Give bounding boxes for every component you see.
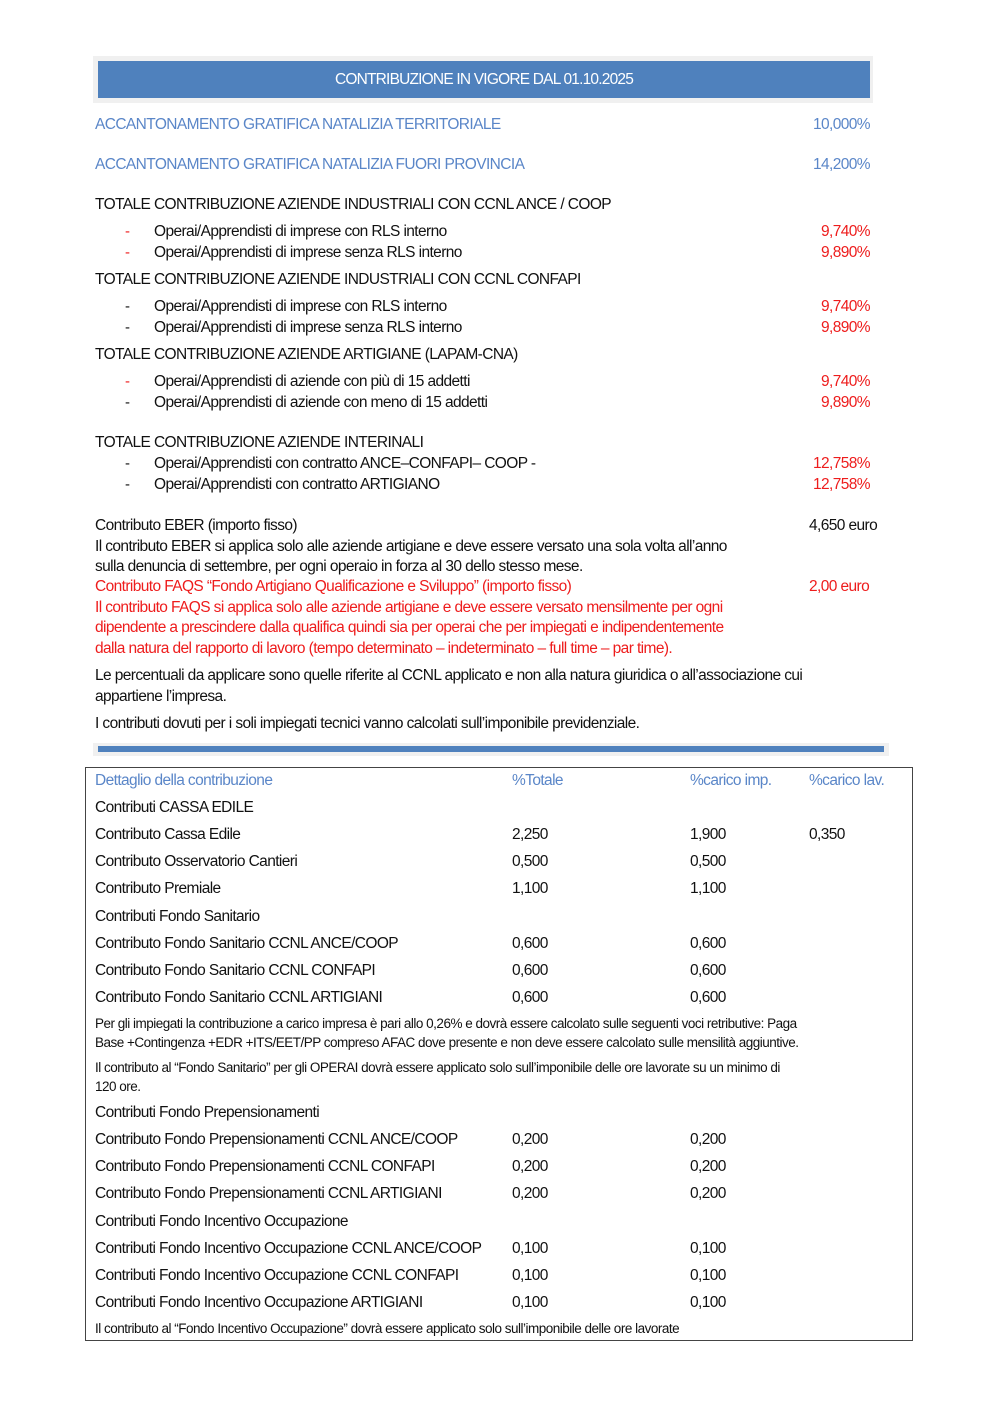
table-cell-totale: 0,100 [512,1267,548,1284]
percentuali-note-line: appartiene l’impresa. [95,688,227,705]
accantonamento-fuori-provincia-value: 14,200% [813,156,870,173]
table-note-line: 120 ore. [95,1079,141,1094]
table-header-carico-lav: %carico lav. [809,772,885,789]
table-group-header: Contributi Fondo Sanitario [95,908,260,925]
table-cell-label: Contributo Premiale [95,880,221,897]
accantonamento-territoriale-label: ACCANTONAMENTO GRATIFICA NATALIZIA TERRITORIALE [95,116,501,133]
header-bar [98,61,870,98]
table-note-line: Il contributo al “Fondo Sanitario” per gli OPERAI dovrà essere applicato solo sull’imponibile delle ore lavorate su un minimo di [95,1060,780,1075]
table-cell-carico-imp: 0,200 [690,1185,726,1202]
percentuali-note-line: Le percentuali da applicare sono quelle riferite al CCNL applicato e non alla natura giuridica o all’associazione cui [95,667,803,684]
section-item-label: Operai/Apprendisti con contratto ANCE–CONFAPI– COOP - [154,455,536,472]
section-item-value: 9,890% [821,319,870,336]
bullet-dash: - [125,394,130,411]
page-title: CONTRIBUZIONE IN VIGORE DAL 01.10.2025 [334,70,634,88]
section-item-value: 9,890% [821,394,870,411]
table-cell-carico-imp: 0,600 [690,935,726,952]
table-cell-carico-imp: 0,100 [690,1267,726,1284]
table-cell-label: Contributi Fondo Incentivo Occupazione CCNL ANCE/COOP [95,1240,482,1257]
section-title: TOTALE CONTRIBUZIONE AZIENDE INTERINALI [95,434,424,451]
table-cell-totale: 0,600 [512,935,548,952]
section-title: TOTALE CONTRIBUZIONE AZIENDE ARTIGIANE (LAPAM-CNA) [95,346,518,363]
table-cell-carico-imp: 0,200 [690,1158,726,1175]
table-cell-carico-imp: 0,600 [690,989,726,1006]
table-note-line: Per gli impiegati la contribuzione a carico impresa è pari allo 0,26% e dovrà essere calcolato sulle seguenti voci retributive: Paga [95,1016,797,1031]
table-cell-totale: 0,100 [512,1240,548,1257]
table-cell-label: Contributo Fondo Sanitario CCNL CONFAPI [95,962,376,979]
table-cell-totale: 0,500 [512,853,548,870]
table-cell-totale: 0,600 [512,962,548,979]
section-item-value: 9,740% [821,298,870,315]
table-cell-carico-imp: 0,500 [690,853,726,870]
faqs-note-line: dalla natura del rapporto di lavoro (tempo determinato – indeterminato – full time – par time). [95,640,673,657]
table-cell-label: Contributo Cassa Edile [95,826,241,843]
table-cell-label: Contributo Osservatorio Cantieri [95,853,298,870]
eber-label: Contributo EBER (importo fisso) [95,517,297,534]
section-item-value: 9,740% [821,373,870,390]
table-cell-label: Contributo Fondo Prepensionamenti CCNL ANCE/COOP [95,1131,458,1148]
section-divider [98,746,884,752]
table-cell-label: Contributi Fondo Incentivo Occupazione CCNL CONFAPI [95,1267,459,1284]
table-group-header: Contributi Fondo Incentivo Occupazione [95,1213,348,1230]
table-cell-carico-imp: 0,100 [690,1294,726,1311]
table-cell-totale: 0,100 [512,1294,548,1311]
section-item-value: 9,890% [821,244,870,261]
table-header-totale: %Totale [512,772,563,789]
table-cell-carico-imp: 1,900 [690,826,726,843]
section-item-value: 9,740% [821,223,870,240]
bullet-dash: - [125,476,130,493]
table-cell-label: Contributo Fondo Prepensionamenti CCNL CONFAPI [95,1158,435,1175]
bullet-dash: - [125,319,130,336]
section-item-label: Operai/Apprendisti con contratto ARTIGIANO [154,476,440,493]
section-item-label: Operai/Apprendisti di imprese senza RLS interno [154,319,462,336]
table-cell-totale: 0,200 [512,1158,548,1175]
table-header-carico-imp: %carico imp. [690,772,772,789]
bullet-dash: - [125,455,130,472]
table-cell-totale: 0,600 [512,989,548,1006]
impiegati-tecnici-note: I contributi dovuti per i soli impiegati tecnici vanno calcolati sull’imponibile previdenziale. [95,715,640,732]
section-item-label: Operai/Apprendisti di aziende con più di 15 addetti [154,373,470,390]
table-note-line: Base +Contingenza +EDR +ITS/EET/PP compreso AFAC dove presente e non deve essere calcolato sulle mensilità aggiuntive. [95,1035,799,1050]
table-cell-carico-imp: 0,200 [690,1131,726,1148]
section-item-label: Operai/Apprendisti di imprese senza RLS interno [154,244,462,261]
table-cell-label: Contributo Fondo Sanitario CCNL ARTIGIANI [95,989,383,1006]
table-cell-totale: 0,200 [512,1131,548,1148]
eber-note-line: sulla denuncia di settembre, per ogni operaio in forza al 30 dello stesso mese. [95,558,583,575]
table-cell-label: Contributo Fondo Prepensionamenti CCNL ARTIGIANI [95,1185,442,1202]
faqs-label: Contributo FAQS “Fondo Artigiano Qualificazione e Sviluppo” (importo fisso) [95,578,572,595]
accantonamento-territoriale-value: 10,000% [813,116,870,133]
section-title: TOTALE CONTRIBUZIONE AZIENDE INDUSTRIALI CON CCNL CONFAPI [95,271,581,288]
bullet-dash: - [125,223,130,240]
eber-value: 4,650 euro [809,517,878,534]
table-cell-totale: 1,100 [512,880,548,897]
section-item-label: Operai/Apprendisti di imprese con RLS interno [154,223,447,240]
table-cell-carico-imp: 1,100 [690,880,726,897]
section-title: TOTALE CONTRIBUZIONE AZIENDE INDUSTRIALI CON CCNL ANCE / COOP [95,196,612,213]
table-group-header: Contributi CASSA EDILE [95,799,254,816]
accantonamento-fuori-provincia-label: ACCANTONAMENTO GRATIFICA NATALIZIA FUORI PROVINCIA [95,156,525,173]
section-item-label: Operai/Apprendisti di aziende con meno di 15 addetti [154,394,488,411]
table-cell-totale: 0,200 [512,1185,548,1202]
faqs-note-line: dipendente a prescindere dalla qualifica quindi sia per operai che per impiegati e indipendentemente [95,619,724,636]
bullet-dash: - [125,298,130,315]
table-cell-carico-imp: 0,100 [690,1240,726,1257]
table-header-dettaglio: Dettaglio della contribuzione [95,772,273,789]
table-note-line: Il contributo al “Fondo Incentivo Occupazione” dovrà essere applicato solo sull’imponibile delle ore lavorate [95,1321,680,1336]
bullet-dash: - [125,373,130,390]
table-cell-totale: 2,250 [512,826,548,843]
faqs-value: 2,00 euro [809,578,870,595]
table-cell-label: Contributi Fondo Incentivo Occupazione ARTIGIANI [95,1294,423,1311]
table-group-header: Contributi Fondo Prepensionamenti [95,1104,320,1121]
section-item-value: 12,758% [813,455,870,472]
table-cell-label: Contributo Fondo Sanitario CCNL ANCE/COOP [95,935,399,952]
eber-note-line: Il contributo EBER si applica solo alle aziende artigiane e deve essere versato una sola volta all’anno [95,538,727,555]
table-cell-carico-imp: 0,600 [690,962,726,979]
table-cell-carico-lav: 0,350 [809,826,845,843]
bullet-dash: - [125,244,130,261]
faqs-note-line: Il contributo FAQS si applica solo alle aziende artigiane e deve essere versato mensilmente per ogni [95,599,723,616]
section-item-label: Operai/Apprendisti di imprese con RLS interno [154,298,447,315]
section-item-value: 12,758% [813,476,870,493]
